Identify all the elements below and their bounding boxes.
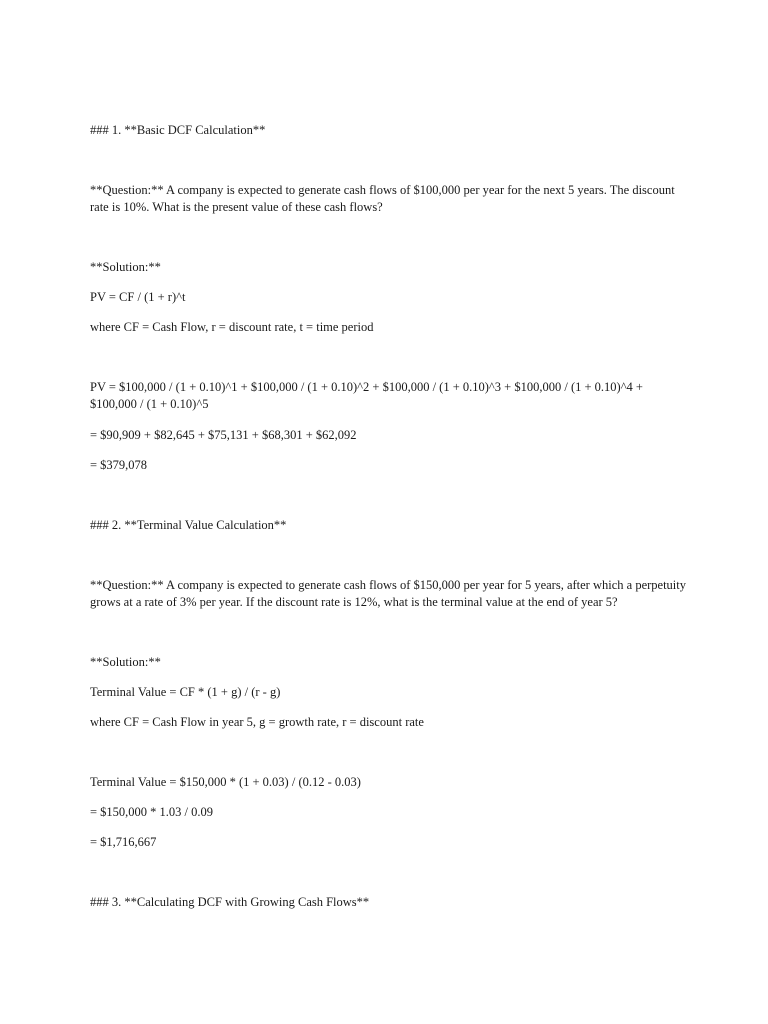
section1-formula: PV = CF / (1 + r)^t [90, 290, 186, 304]
section2-question: **Question:** A company is expected to generate cash flows of $150,000 per year for 5 years, after which a perpetuity grows at a rate of 3% per year. If the discount rate is 12%, what is the terminal value at the end of year 5? [90, 578, 690, 609]
section2-solution-label: **Solution:** [90, 655, 161, 669]
section1-heading: ### 1. **Basic DCF Calculation** [90, 123, 266, 137]
section2-calculation: Terminal Value = $150,000 * (1 + 0.03) / (0.12 - 0.03) [90, 775, 361, 789]
section2-heading: ### 2. **Terminal Value Calculation** [90, 518, 287, 532]
section1-calculation: PV = $100,000 / (1 + 0.10)^1 + $100,000 / (1 + 0.10)^2 + $100,000 / (1 + 0.10)^3 + $100,000 / (1 + 0.10)^4 + $100,000 / (1 + 0.10)^5 [90, 380, 647, 411]
section2-where: where CF = Cash Flow in year 5, g = growth rate, r = discount rate [90, 715, 424, 729]
section1-question: **Question:** A company is expected to generate cash flows of $100,000 per year for the next 5 years. The discount rate is 10%. What is the present value of these cash flows? [90, 183, 678, 214]
section1-result: = $379,078 [90, 458, 148, 472]
section1-step: = $90,909 + $82,645 + $75,131 + $68,301 + $62,092 [90, 428, 357, 442]
section1-solution-label: **Solution:** [90, 260, 161, 274]
section2-result: = $1,716,667 [90, 835, 157, 849]
section1-where: where CF = Cash Flow, r = discount rate, t = time period [90, 320, 374, 334]
section3-heading: ### 3. **Calculating DCF with Growing Cash Flows** [90, 895, 370, 909]
section2-formula: Terminal Value = CF * (1 + g) / (r - g) [90, 685, 281, 699]
section2-step: = $150,000 * 1.03 / 0.09 [90, 805, 214, 819]
